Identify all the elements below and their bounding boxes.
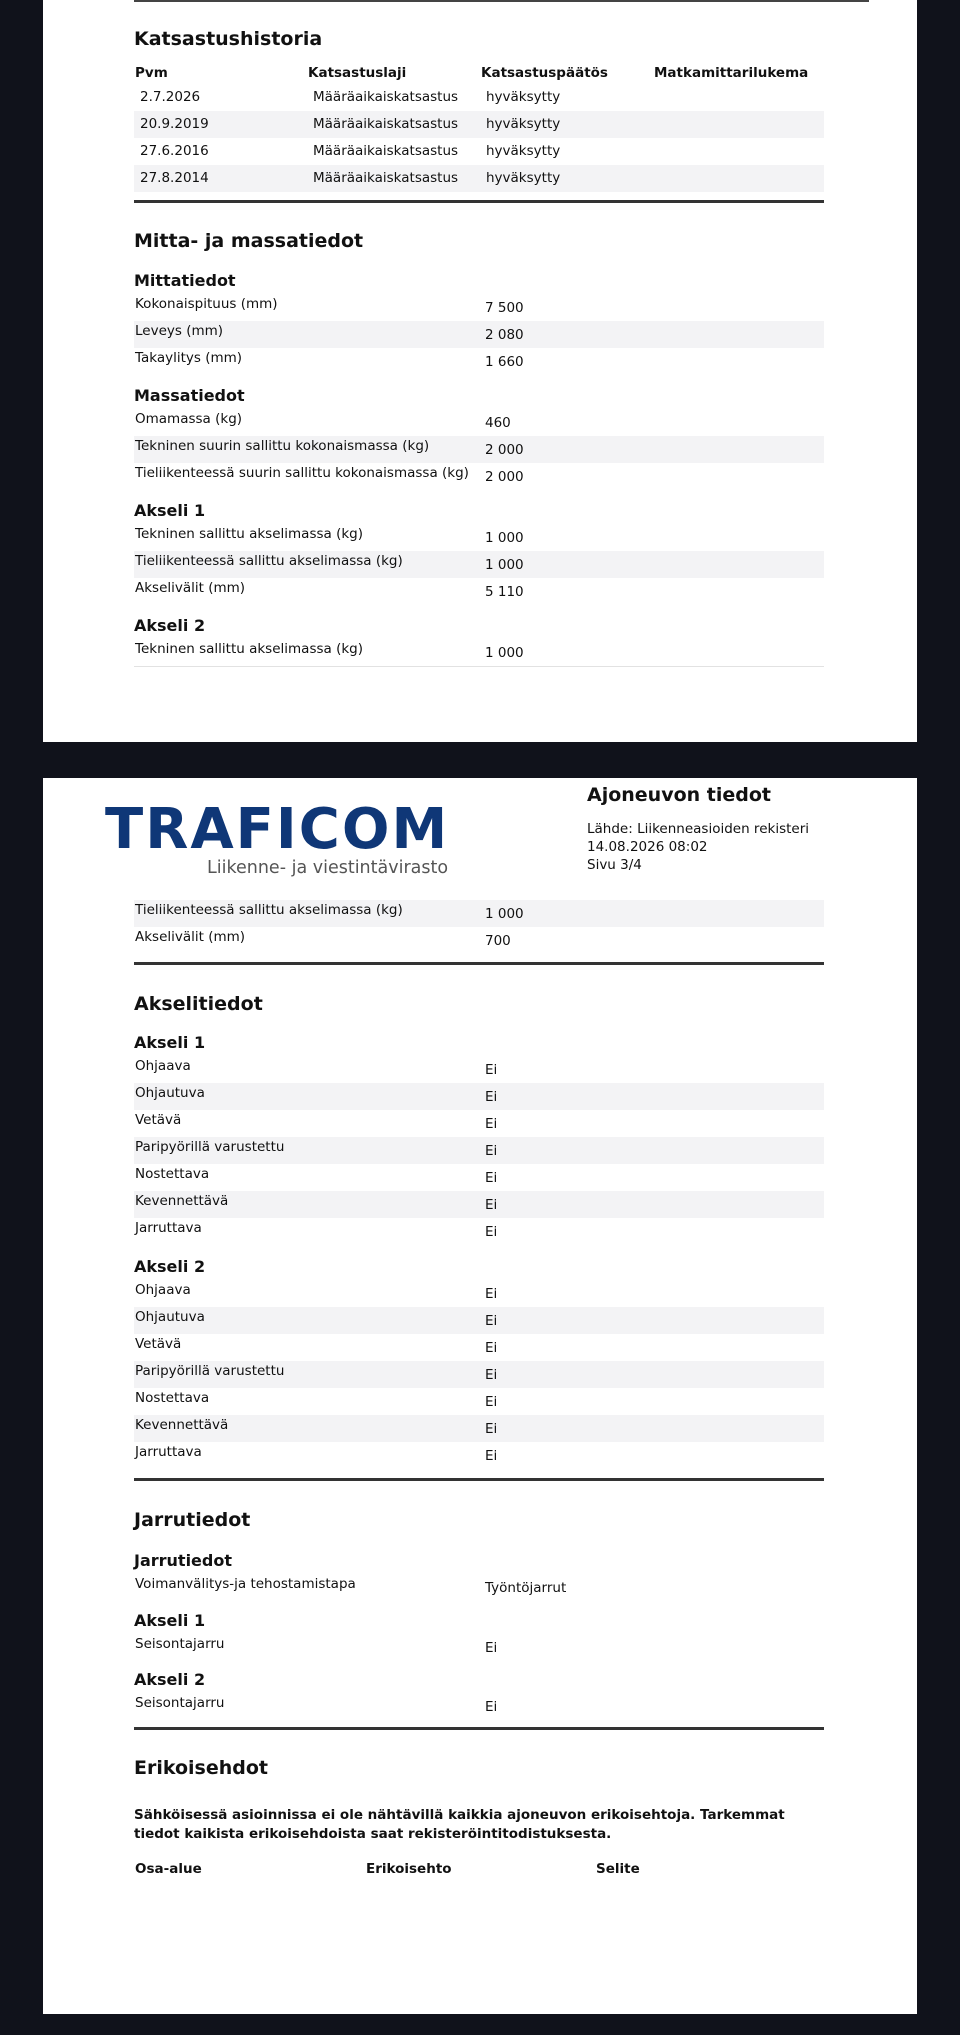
data-row xyxy=(134,1110,824,1137)
table-header-odometer: Matkamittarilukema xyxy=(654,65,809,81)
data-row xyxy=(134,1056,824,1083)
traficom-logo xyxy=(105,797,450,878)
row-label: Kokonaispituus (mm) xyxy=(135,296,278,312)
document-datetime: 14.08.2026 08:02 xyxy=(587,839,708,855)
section-title-dimensions: Mitta- ja massatiedot xyxy=(134,230,364,252)
row-label: Seisontajarru xyxy=(135,1636,225,1652)
table-row xyxy=(134,84,824,111)
row-value: 2 080 xyxy=(485,327,524,343)
row-label: Akselivälit (mm) xyxy=(135,929,246,945)
row-value: 1 000 xyxy=(485,557,524,573)
data-row xyxy=(134,524,824,551)
row-value: Ei xyxy=(485,1313,498,1329)
row-value: Ei xyxy=(485,1367,498,1383)
cell-date: 27.6.2016 xyxy=(140,143,209,159)
table-header-condition: Erikoisehto xyxy=(366,1861,452,1877)
row-value: 1 000 xyxy=(485,906,524,922)
table-header-decision: Katsastuspäätös xyxy=(481,65,608,81)
logo-subtitle: Liikenne- ja viestintävirasto xyxy=(207,858,449,878)
cell-type: Määräaikaiskatsastus xyxy=(313,143,459,159)
logo-wordmark: TRAFICOM xyxy=(105,797,450,862)
data-row xyxy=(134,1634,824,1661)
data-row xyxy=(134,463,824,490)
cell-decision: hyväksytty xyxy=(486,116,561,132)
section-divider xyxy=(134,200,824,203)
data-row xyxy=(134,927,824,954)
row-label: Omamassa (kg) xyxy=(135,411,243,427)
data-row xyxy=(134,321,824,348)
data-row xyxy=(134,348,824,375)
row-value: 1 000 xyxy=(485,645,524,661)
row-label: Jarruttava xyxy=(135,1220,202,1236)
special-conditions-note: Sähköisessä asioinnissa ei ole nähtävillä kaikkia ajoneuvon erikoisehtoja. Tarkemmat tiedot kaikista erikoisehdoista saat rekisteröintitodistuksesta. xyxy=(134,1807,785,1842)
subsection-title-masses: Massatiedot xyxy=(134,386,245,405)
row-value: 5 110 xyxy=(485,584,524,600)
document-title: Ajoneuvon tiedot xyxy=(587,784,772,806)
page-top-rule xyxy=(134,0,869,2)
data-row xyxy=(134,639,824,666)
row-label: Tekninen suurin sallittu kokonaismassa (kg) xyxy=(135,438,430,454)
row-label: Takaylitys (mm) xyxy=(135,350,243,366)
data-row xyxy=(134,1218,824,1245)
data-row xyxy=(134,1137,824,1164)
data-row xyxy=(134,1693,824,1720)
data-row xyxy=(134,1164,824,1191)
table-row xyxy=(134,138,824,165)
data-row xyxy=(134,294,824,321)
row-value: 460 xyxy=(485,415,511,431)
cell-decision: hyväksytty xyxy=(486,89,561,105)
row-label: Tekninen sallittu akselimassa (kg) xyxy=(135,641,363,657)
section-divider xyxy=(134,1478,824,1481)
row-value: Ei xyxy=(485,1089,498,1105)
section-divider xyxy=(134,1727,824,1730)
table-header-area: Osa-alue xyxy=(135,1861,202,1877)
subsection-title-axle-1: Akseli 1 xyxy=(134,501,206,520)
cell-date: 20.9.2019 xyxy=(140,116,209,132)
row-value: 2 000 xyxy=(485,442,524,458)
row-label: Ohjaava xyxy=(135,1058,191,1074)
data-row xyxy=(134,1307,824,1334)
section-title-special-conditions: Erikoisehdot xyxy=(134,1757,269,1779)
cell-date: 2.7.2026 xyxy=(140,89,201,105)
row-value: Ei xyxy=(485,1116,498,1132)
section-title-brakes: Jarrutiedot xyxy=(134,1509,251,1531)
row-label: Tekninen sallittu akselimassa (kg) xyxy=(135,526,363,542)
row-label: Kevennettävä xyxy=(135,1417,229,1433)
cell-type: Määräaikaiskatsastus xyxy=(313,170,459,186)
row-value: Ei xyxy=(485,1062,498,1078)
row-value: Työntöjarrut xyxy=(485,1580,567,1596)
row-value: Ei xyxy=(485,1448,498,1464)
row-value: Ei xyxy=(485,1197,498,1213)
data-row xyxy=(134,900,824,927)
row-label: Leveys (mm) xyxy=(135,323,224,339)
data-row xyxy=(134,1574,824,1601)
cell-date: 27.8.2014 xyxy=(140,170,209,186)
table-row xyxy=(134,165,824,192)
section-title-axle-info: Akselitiedot xyxy=(134,993,263,1015)
subsection-title-axle-2: Akseli 2 xyxy=(134,616,206,635)
subsection-title-measures: Mittatiedot xyxy=(134,271,236,290)
row-label: Vetävä xyxy=(135,1112,182,1128)
data-row xyxy=(134,1191,824,1218)
row-label: Seisontajarru xyxy=(135,1695,225,1711)
row-value: 2 000 xyxy=(485,469,524,485)
data-row xyxy=(134,1334,824,1361)
data-row xyxy=(134,578,824,605)
row-label: Kevennettävä xyxy=(135,1193,229,1209)
cell-type: Määräaikaiskatsastus xyxy=(313,89,459,105)
row-label: Paripyörillä varustettu xyxy=(135,1139,285,1155)
subsection-title-axle-1: Akseli 1 xyxy=(134,1033,206,1052)
row-value: Ei xyxy=(485,1394,498,1410)
cell-type: Määräaikaiskatsastus xyxy=(313,116,459,132)
document-source: Lähde: Liikenneasioiden rekisteri xyxy=(587,821,809,837)
cell-decision: hyväksytty xyxy=(486,143,561,159)
subsection-title-brakes: Jarrutiedot xyxy=(134,1551,232,1570)
row-label: Voimanvälitys-ja tehostamistapa xyxy=(135,1576,356,1592)
row-value: Ei xyxy=(485,1170,498,1186)
row-label: Ohjautuva xyxy=(135,1309,205,1325)
row-value: 1 000 xyxy=(485,530,524,546)
row-value: Ei xyxy=(485,1286,498,1302)
row-label: Jarruttava xyxy=(135,1444,202,1460)
table-header-date: Pvm xyxy=(135,65,168,81)
table-header-description: Selite xyxy=(596,1861,640,1877)
row-label: Vetävä xyxy=(135,1336,182,1352)
data-row xyxy=(134,409,824,436)
row-value: Ei xyxy=(485,1699,498,1715)
page-number: Sivu 3/4 xyxy=(587,857,642,873)
row-label: Ohjaava xyxy=(135,1282,191,1298)
row-label: Akselivälit (mm) xyxy=(135,580,246,596)
row-value: Ei xyxy=(485,1224,498,1240)
row-value: 1 660 xyxy=(485,354,524,370)
subsection-title-axle-2: Akseli 2 xyxy=(134,1257,206,1276)
data-row xyxy=(134,436,824,463)
row-label: Tieliikenteessä sallittu akselimassa (kg) xyxy=(135,902,403,918)
row-value: Ei xyxy=(485,1340,498,1356)
row-value: Ei xyxy=(485,1421,498,1437)
table-header-type: Katsastuslaji xyxy=(308,65,407,81)
row-label: Nostettava xyxy=(135,1390,210,1406)
row-value: 7 500 xyxy=(485,300,524,316)
subsection-title-axle-2: Akseli 2 xyxy=(134,1670,206,1689)
row-value: 700 xyxy=(485,933,511,949)
data-row xyxy=(134,551,824,578)
section-title-inspection-history: Katsastushistoria xyxy=(134,28,323,50)
subsection-title-axle-1: Akseli 1 xyxy=(134,1611,206,1630)
row-value: Ei xyxy=(485,1640,498,1656)
row-label: Tieliikenteessä suurin sallittu kokonaismassa (kg) xyxy=(135,465,469,481)
section-divider xyxy=(134,962,824,965)
row-label: Tieliikenteessä sallittu akselimassa (kg) xyxy=(135,553,403,569)
row-label: Paripyörillä varustettu xyxy=(135,1363,285,1379)
table-row xyxy=(134,111,824,138)
cell-decision: hyväksytty xyxy=(486,170,561,186)
data-row xyxy=(134,1280,824,1307)
row-divider xyxy=(134,666,824,667)
document-info xyxy=(587,784,809,874)
row-label: Nostettava xyxy=(135,1166,210,1182)
row-label: Ohjautuva xyxy=(135,1085,205,1101)
data-row xyxy=(134,1361,824,1388)
data-row xyxy=(134,1442,824,1469)
data-row xyxy=(134,1388,824,1415)
data-row xyxy=(134,1083,824,1110)
data-row xyxy=(134,1415,824,1442)
row-value: Ei xyxy=(485,1143,498,1159)
